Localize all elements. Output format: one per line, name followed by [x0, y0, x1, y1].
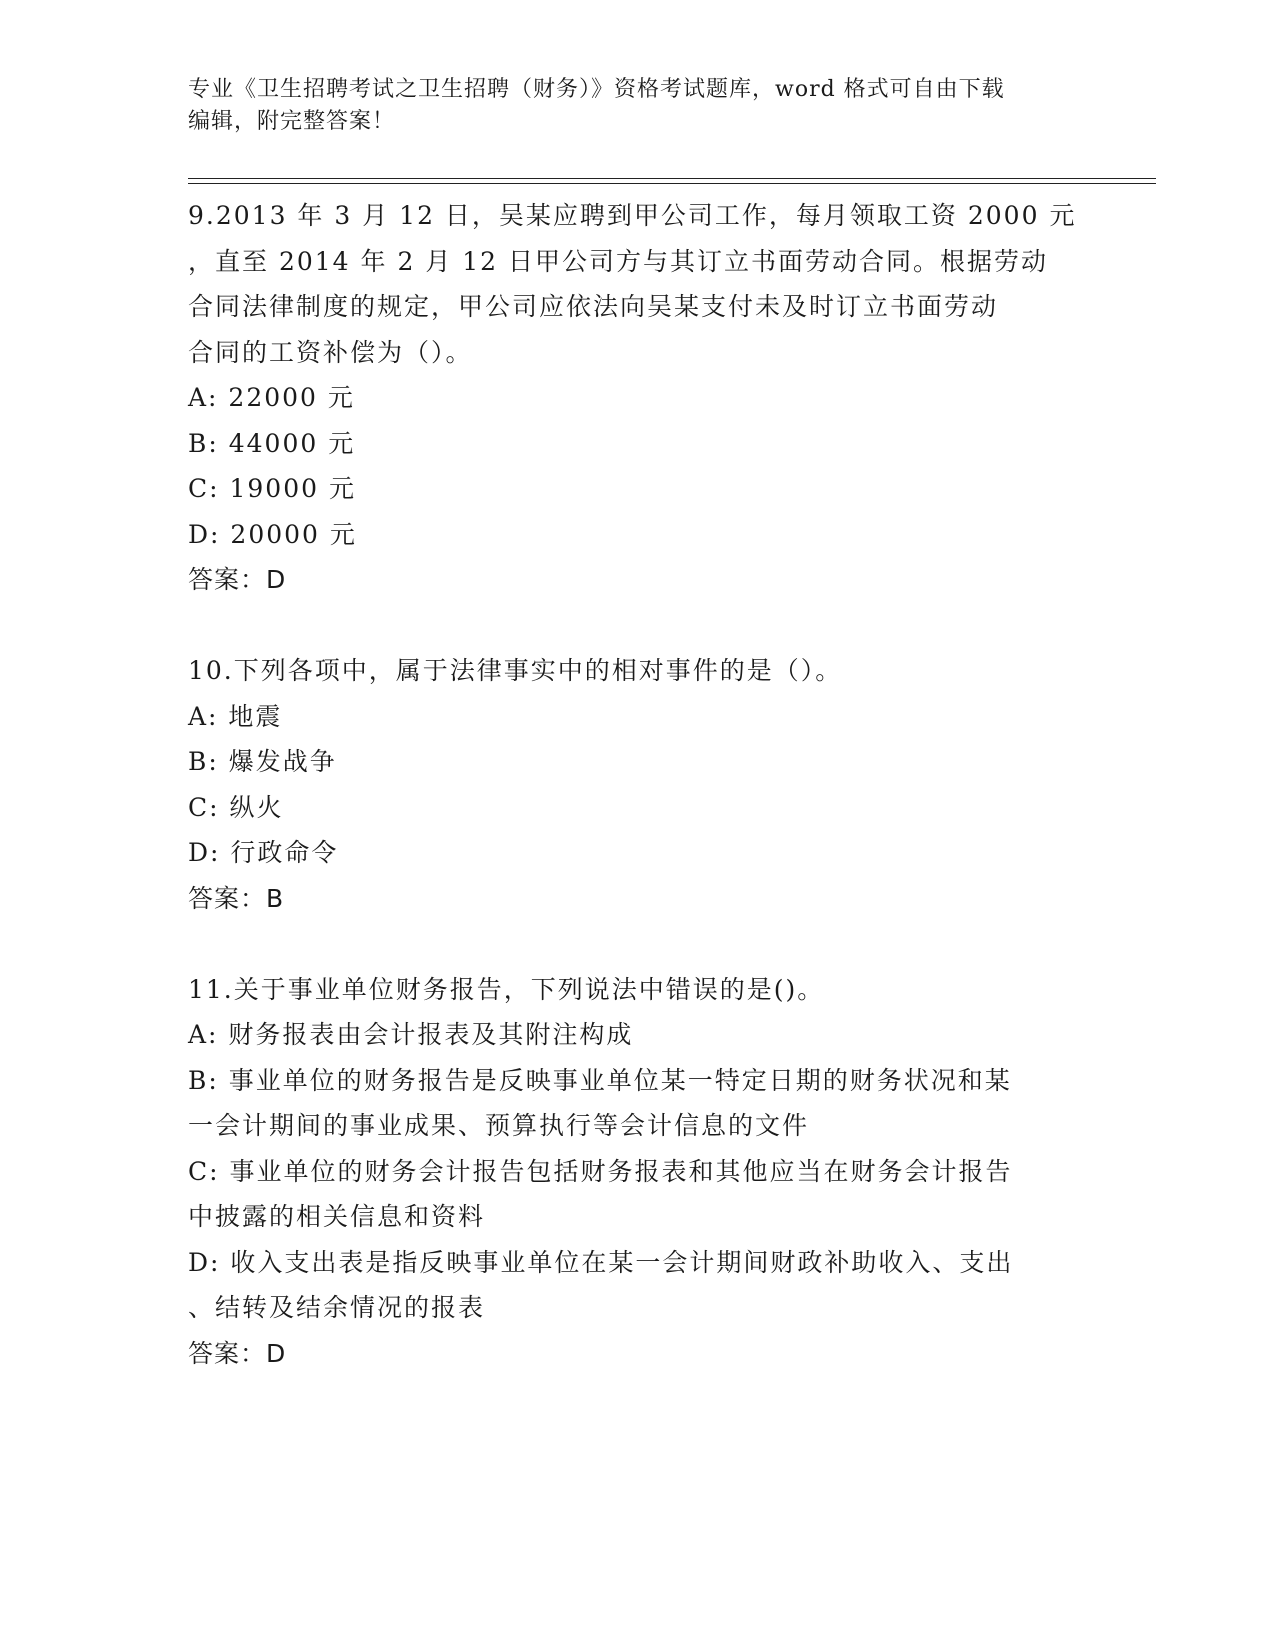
- header-divider-bottom: [188, 183, 1156, 184]
- question-stem-line: 10.下列各项中，属于法律事实中的相对事件的是（）。: [188, 656, 843, 685]
- header-line-2: 编辑，附完整答案！: [188, 109, 396, 134]
- question-stem-line: 合同的工资补偿为（）。: [188, 337, 473, 367]
- question-spacer: [188, 921, 1078, 967]
- option-d: D: 收入支出表是指反映事业单位在某一会计期间财政补助收入、支出: [188, 1247, 1014, 1277]
- option-b-continued: 一会计期间的事业成果、预算执行等会计信息的文件: [188, 1111, 810, 1140]
- option-b: B: 爆发战争: [188, 747, 337, 776]
- document-header: [188, 74, 1068, 138]
- answer-line: 答案：D: [188, 565, 287, 594]
- option-c: C: 事业单位的财务会计报告包括财务报表和其他应当在财务会计报告: [188, 1156, 1013, 1186]
- option-d: D: 行政命令: [188, 838, 339, 867]
- question-list: [188, 193, 1078, 1376]
- question-spacer: [188, 603, 1078, 649]
- option-a: A: 22000 元: [188, 383, 355, 412]
- question-stem-line: 11.关于事业单位财务报告，下列说法中错误的是()。: [188, 974, 825, 1004]
- option-b: B: 事业单位的财务报告是反映事业单位某一特定日期的财务状况和某: [188, 1065, 1012, 1095]
- question-stem-line: 9.2013 年 3 月 12 日，吴某应聘到甲公司工作，每月领取工资 2000 元: [188, 201, 1077, 230]
- question-stem-line: ，直至 2014 年 2 月 12 日甲公司方与其订立书面劳动合同。根据劳动: [188, 246, 1049, 276]
- answer-line: 答案：B: [188, 883, 285, 913]
- option-c: C: 纵火: [188, 792, 284, 822]
- option-d: D: 20000 元: [188, 519, 357, 549]
- header-divider-top: [188, 178, 1156, 179]
- option-b: B: 44000 元: [188, 428, 356, 458]
- question-block: [188, 193, 1078, 603]
- option-a: A: 地震: [188, 701, 283, 731]
- option-c-continued: 中披露的相关信息和资料: [188, 1202, 486, 1231]
- header-line-1: 专业《卫生招聘考试之卫生招聘（财务）》资格考试题库，word 格式可自由下载: [188, 77, 1005, 102]
- option-c: C: 19000 元: [188, 474, 356, 503]
- option-d-continued: 、结转及结余情况的报表: [188, 1293, 486, 1322]
- question-stem-line: 合同法律制度的规定，甲公司应依法向吴某支付未及时订立书面劳动: [188, 292, 999, 321]
- question-block: [188, 967, 1078, 1377]
- answer-line: 答案：D: [188, 1338, 287, 1368]
- option-a: A: 财务报表由会计报表及其附注构成: [188, 1020, 634, 1049]
- question-block: [188, 648, 1078, 921]
